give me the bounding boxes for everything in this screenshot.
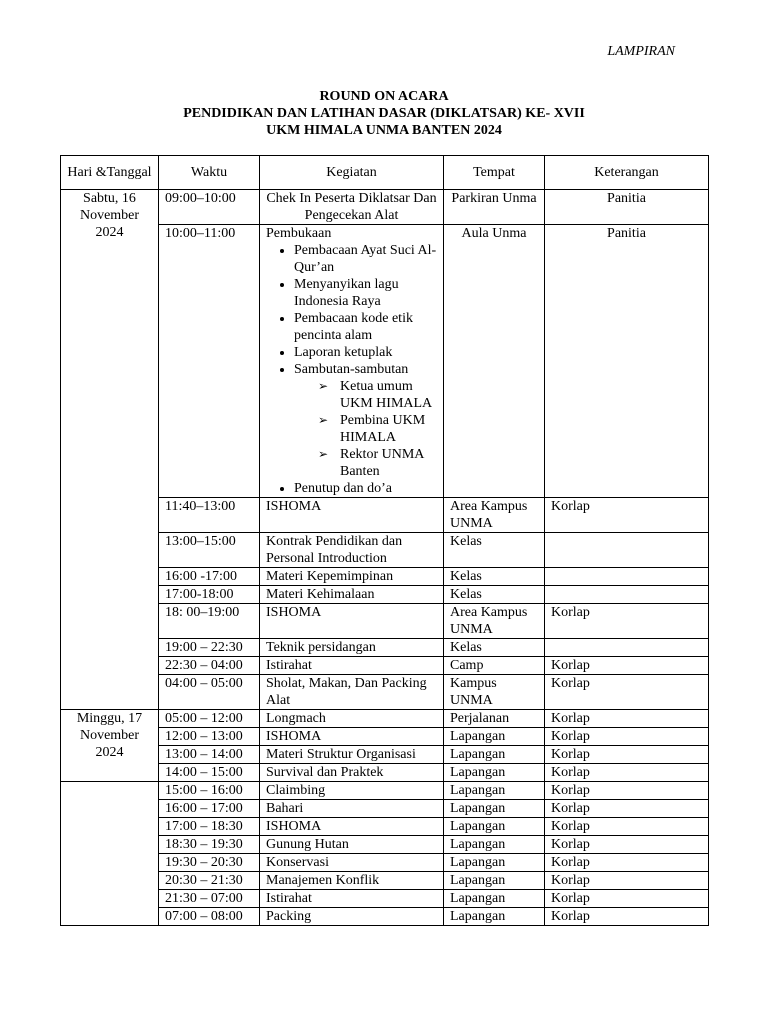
list-item: • Laporan ketuplak xyxy=(294,344,437,361)
place-cell: Lapangan xyxy=(444,890,545,908)
activity-cell: ISHOMA xyxy=(260,498,444,533)
sub-list xyxy=(294,378,437,480)
activity-cell: ISHOMA xyxy=(260,728,444,746)
activity-cell: Longmach xyxy=(260,710,444,728)
sub-list-item-label: Ketua umum UKM HIMALA xyxy=(340,379,433,411)
place-cell: Kampus UNMA xyxy=(444,675,545,710)
table-row xyxy=(61,746,709,764)
title-line-3: UKM HIMALA UNMA BANTEN 2024 xyxy=(266,123,502,138)
table-row xyxy=(61,872,709,890)
place-cell: Lapangan xyxy=(444,854,545,872)
activity-cell: Claimbing xyxy=(260,782,444,800)
activity-cell: Bahari xyxy=(260,800,444,818)
table-row xyxy=(61,533,709,568)
place-cell: Lapangan xyxy=(444,782,545,800)
activity-cell: Gunung Hutan xyxy=(260,836,444,854)
time-cell: 13:00 – 14:00 xyxy=(159,746,260,764)
time-cell: 19:00 – 22:30 xyxy=(159,639,260,657)
list-item: • Penutup dan do’a xyxy=(294,480,437,497)
header-time: Waktu xyxy=(159,156,260,190)
place-cell: Camp xyxy=(444,657,545,675)
time-cell: 04:00 – 05:00 xyxy=(159,675,260,710)
time-cell: 09:00–10:00 xyxy=(159,190,260,225)
note-cell: Korlap xyxy=(545,710,709,728)
table-row xyxy=(61,800,709,818)
note-cell: Panitia xyxy=(545,225,709,498)
table-row xyxy=(61,782,709,800)
activity-cell: Teknik persidangan xyxy=(260,639,444,657)
list-item: • Menyanyikan lagu Indonesia Raya xyxy=(294,276,437,310)
place-cell: Kelas xyxy=(444,639,545,657)
place-cell: Lapangan xyxy=(444,836,545,854)
day-cell-saturday: Sabtu, 16 November 2024 xyxy=(61,190,159,710)
time-cell: 07:00 – 08:00 xyxy=(159,908,260,926)
note-cell xyxy=(545,533,709,568)
list-item: • Pembacaan kode etik pencinta alam xyxy=(294,310,437,344)
activity-cell: Packing xyxy=(260,908,444,926)
note-cell: Korlap xyxy=(545,800,709,818)
place-cell: Kelas xyxy=(444,568,545,586)
note-cell: Korlap xyxy=(545,854,709,872)
table-row xyxy=(61,764,709,782)
note-cell: Korlap xyxy=(545,782,709,800)
place-cell: Lapangan xyxy=(444,746,545,764)
note-cell xyxy=(545,586,709,604)
activity-cell: Survival dan Praktek xyxy=(260,764,444,782)
table-row xyxy=(61,604,709,639)
arrow-bullet-icon: ➢ xyxy=(318,447,329,461)
time-cell: 19:30 – 20:30 xyxy=(159,854,260,872)
table-row xyxy=(61,908,709,926)
activity-cell: ISHOMA xyxy=(260,604,444,639)
day-cell-sunday: Minggu, 17 November 2024 xyxy=(61,710,159,782)
table-row xyxy=(61,586,709,604)
arrow-bullet-icon: ➢ xyxy=(318,379,329,393)
time-cell: 20:30 – 21:30 xyxy=(159,872,260,890)
place-cell: Lapangan xyxy=(444,800,545,818)
table-row xyxy=(61,728,709,746)
note-cell: Korlap xyxy=(545,890,709,908)
activity-cell: Kontrak Pendidikan dan Personal Introduction xyxy=(260,533,444,568)
place-cell: Parkiran Unma xyxy=(444,190,545,225)
table-row xyxy=(61,890,709,908)
note-cell: Korlap xyxy=(545,764,709,782)
activity-cell: Istirahat xyxy=(260,657,444,675)
note-cell: Panitia xyxy=(545,190,709,225)
time-cell: 12:00 – 13:00 xyxy=(159,728,260,746)
note-cell: Korlap xyxy=(545,872,709,890)
note-cell: Korlap xyxy=(545,675,709,710)
time-cell: 15:00 – 16:00 xyxy=(159,782,260,800)
activity-cell: Chek In Peserta Diklatsar Dan Pengecekan Alat xyxy=(260,190,444,225)
time-cell: 18: 00–19:00 xyxy=(159,604,260,639)
table-row xyxy=(61,639,709,657)
opening-title: Pembukaan xyxy=(266,226,332,241)
time-cell: 10:00–11:00 xyxy=(159,225,260,498)
header-place: Tempat xyxy=(444,156,545,190)
note-cell: Korlap xyxy=(545,604,709,639)
table-row xyxy=(61,190,709,225)
table-row xyxy=(61,836,709,854)
table-row xyxy=(61,818,709,836)
note-cell: Korlap xyxy=(545,498,709,533)
header-day: Hari &Tanggal xyxy=(61,156,159,190)
activity-cell: Manajemen Konflik xyxy=(260,872,444,890)
place-cell: Perjalanan xyxy=(444,710,545,728)
time-cell: 21:30 – 07:00 xyxy=(159,890,260,908)
place-cell: Lapangan xyxy=(444,728,545,746)
sub-list-item xyxy=(318,378,437,412)
time-cell: 18:30 – 19:30 xyxy=(159,836,260,854)
time-cell: 05:00 – 12:00 xyxy=(159,710,260,728)
time-cell: 16:00 -17:00 xyxy=(159,568,260,586)
note-cell: Korlap xyxy=(545,908,709,926)
note-cell: Korlap xyxy=(545,818,709,836)
place-cell: Lapangan xyxy=(444,818,545,836)
table-header-row xyxy=(61,156,709,190)
note-cell: Korlap xyxy=(545,836,709,854)
time-cell: 17:00 – 18:30 xyxy=(159,818,260,836)
schedule-table xyxy=(60,155,709,926)
activity-cell-opening xyxy=(260,225,444,498)
list-item: • Pembacaan Ayat Suci Al-Qur’an xyxy=(294,242,437,276)
arrow-bullet-icon: ➢ xyxy=(318,413,329,427)
note-cell: Korlap xyxy=(545,746,709,764)
table-row xyxy=(61,498,709,533)
activity-cell: Istirahat xyxy=(260,890,444,908)
note-cell: Korlap xyxy=(545,657,709,675)
place-cell: Lapangan xyxy=(444,908,545,926)
time-cell: 16:00 – 17:00 xyxy=(159,800,260,818)
time-cell: 14:00 – 15:00 xyxy=(159,764,260,782)
note-cell xyxy=(545,639,709,657)
table-row-opening xyxy=(61,225,709,498)
time-cell: 22:30 – 04:00 xyxy=(159,657,260,675)
activity-cell: Sholat, Makan, Dan Packing Alat xyxy=(260,675,444,710)
day-cell-empty xyxy=(61,782,159,926)
activity-cell: Materi Struktur Organisasi xyxy=(260,746,444,764)
header-activity: Kegiatan xyxy=(260,156,444,190)
activity-cell: Konservasi xyxy=(260,854,444,872)
sub-list-item xyxy=(318,412,437,446)
title-line-1: ROUND ON ACARA xyxy=(319,89,449,104)
activity-cell: ISHOMA xyxy=(260,818,444,836)
sub-list-item-label: Pembina UKM HIMALA xyxy=(340,413,426,445)
opening-list xyxy=(266,242,437,497)
time-cell: 17:00-18:00 xyxy=(159,586,260,604)
note-cell xyxy=(545,568,709,586)
time-cell: 13:00–15:00 xyxy=(159,533,260,568)
time-cell: 11:40–13:00 xyxy=(159,498,260,533)
list-item-label: Sambutan-sambutan xyxy=(294,362,409,377)
table-row xyxy=(61,568,709,586)
activity-cell: Materi Kepemimpinan xyxy=(260,568,444,586)
list-item xyxy=(294,361,437,480)
activity-cell: Materi Kehimalaan xyxy=(260,586,444,604)
table-row xyxy=(61,657,709,675)
note-cell: Korlap xyxy=(545,728,709,746)
place-cell: Kelas xyxy=(444,533,545,568)
place-cell: Area Kampus UNMA xyxy=(444,498,545,533)
table-row xyxy=(61,710,709,728)
place-cell: Lapangan xyxy=(444,872,545,890)
document-title xyxy=(0,88,768,139)
place-cell: Area Kampus UNMA xyxy=(444,604,545,639)
sub-list-item xyxy=(318,446,437,480)
sub-list-item-label: Rektor UNMA Banten xyxy=(340,447,424,479)
lampiran-label: LAMPIRAN xyxy=(607,44,675,59)
table-row xyxy=(61,675,709,710)
place-cell: Lapangan xyxy=(444,764,545,782)
title-line-2: PENDIDIKAN DAN LATIHAN DASAR (DIKLATSAR) KE- XVII xyxy=(183,106,585,121)
table-row xyxy=(61,854,709,872)
header-note: Keterangan xyxy=(545,156,709,190)
place-cell: Kelas xyxy=(444,586,545,604)
place-cell: Aula Unma xyxy=(444,225,545,498)
